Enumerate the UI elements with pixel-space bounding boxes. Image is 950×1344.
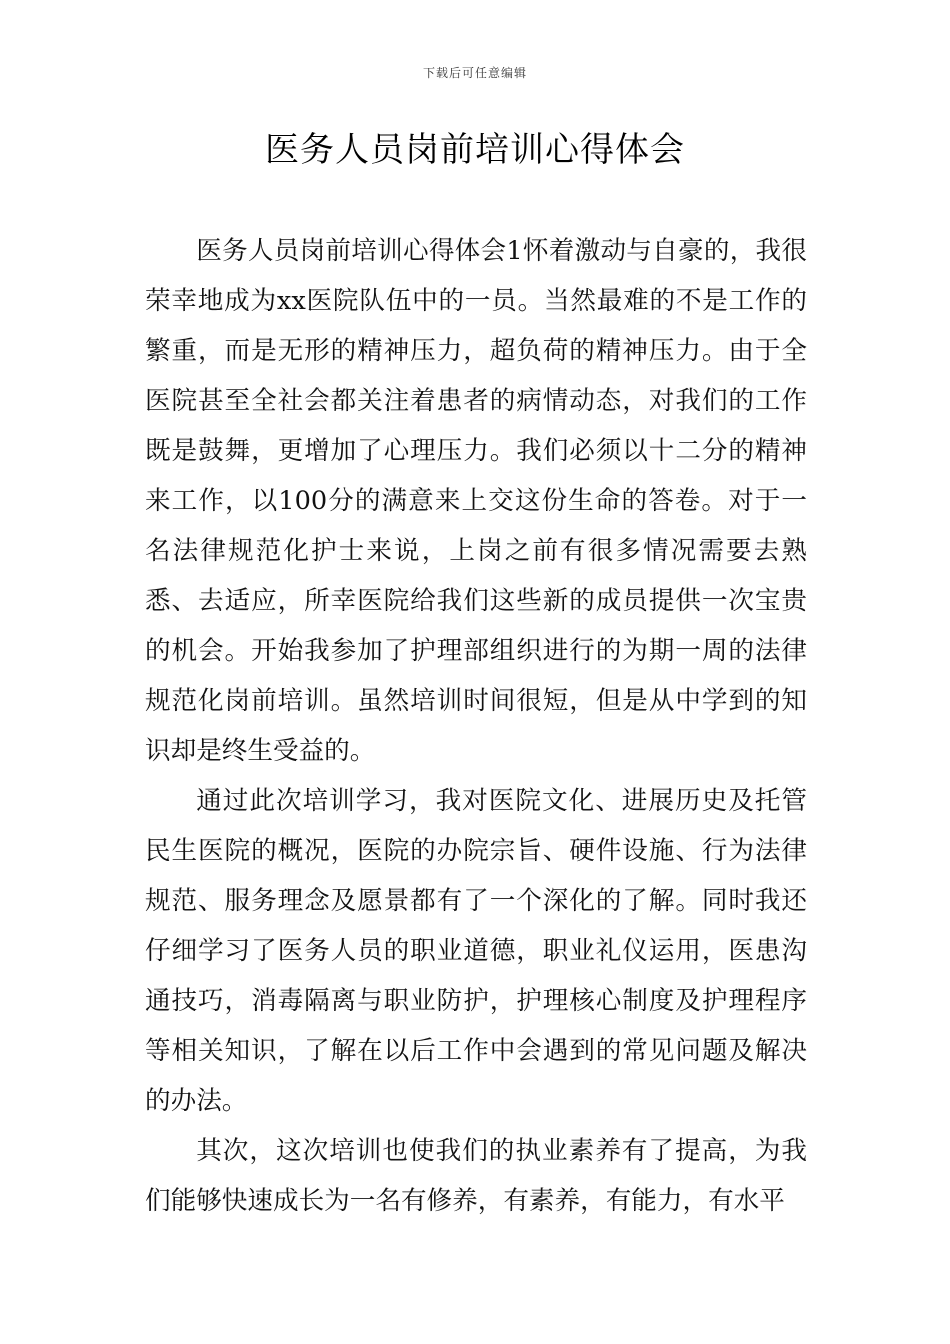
paragraph-2: 通过此次培训学习，我对医院文化、进展历史及托管民生医院的概况，医院的办院宗旨、硬件设施、行为法律规范、服务理念及愿景都有了一个深化的了解。同时我还仔细学习了医务人员的职业道德，职业礼仪运用，医患沟通技巧，消毒隔离与职业防护，护理核心制度及护理程序等相关知识，了解在以后工作中会遇到的常见问题及解决的办法。 bbox=[145, 786, 807, 1116]
paragraph-1: 医务人员岗前培训心得体会1怀着激动与自豪的，我很荣幸地成为xx医院队伍中的一员。当然最难的不是工作的繁重，而是无形的精神压力，超负荷的精神压力。由于全医院甚至全社会都关注着患者的病情动态，对我们的工作既是鼓舞，更增加了心理压力。我们必须以十二分的精神来工作，以100分的满意来上交这份生命的答卷。对于一名法律规范化护士来说，上岗之前有很多情况需要去熟悉、去适应，所幸医院给我们这些新的成员提供一次宝贵的机会。开始我参加了护理部组织进行的为期一周的法律规范化岗前培训。虽然培训时间很短，但是从中学到的知识却是终生受益的。 bbox=[145, 236, 807, 766]
paragraph-3: 其次，这次培训也使我们的执业素养有了提高，为我们能够快速成长为一名有修养，有素养，有能力，有水平 bbox=[145, 1136, 807, 1216]
document-body bbox=[145, 226, 807, 1226]
document-title: 医务人员岗前培训心得体会 bbox=[265, 130, 685, 170]
download-note: 下载后可任意编辑 bbox=[422, 66, 527, 80]
